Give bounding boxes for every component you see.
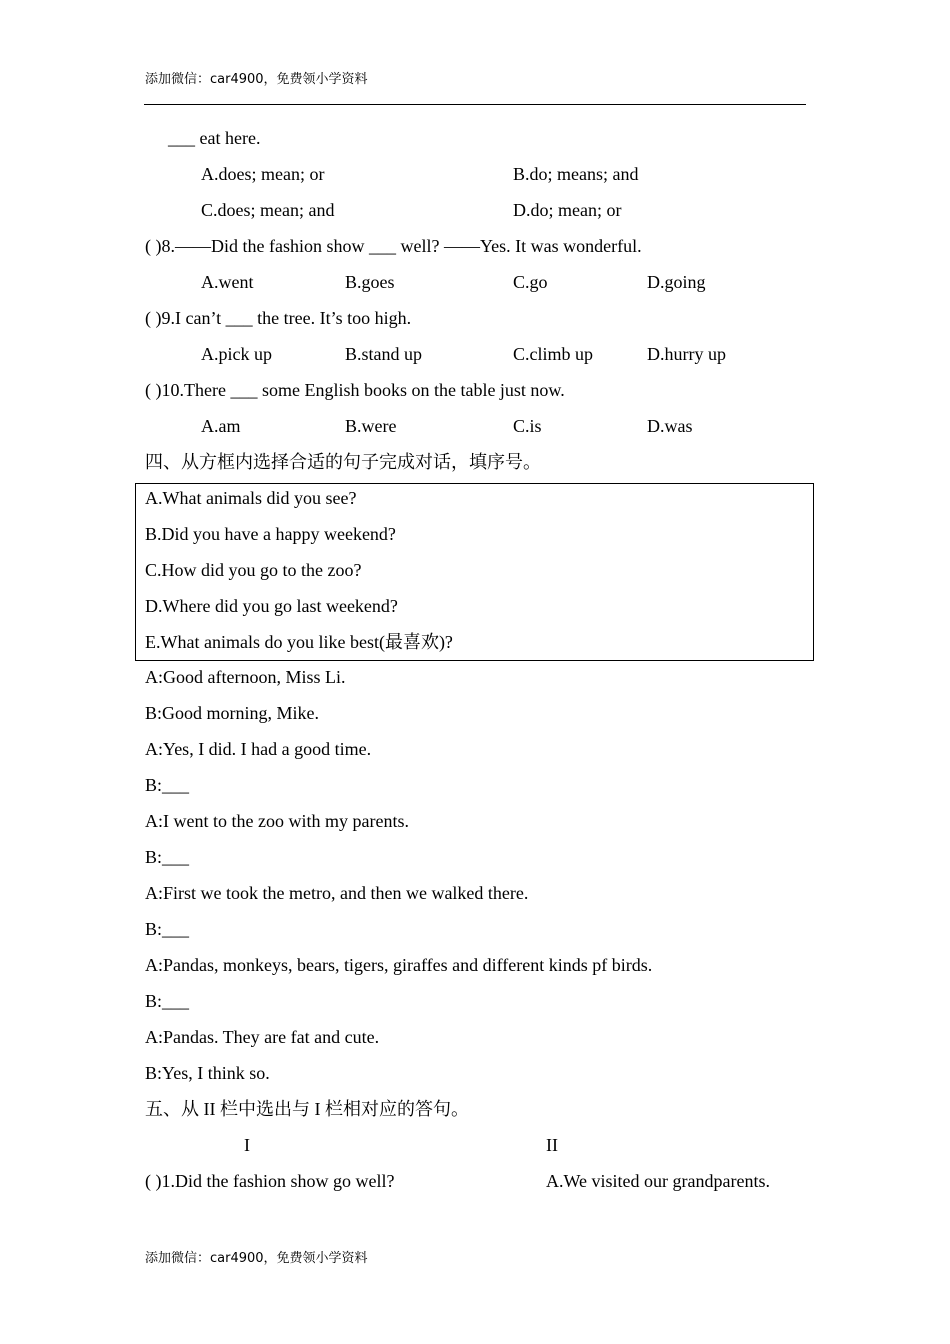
q9-stem: ( )9.I can’t ___ the tree. It’s too high. (145, 308, 412, 328)
column-ii-header: II (546, 1135, 558, 1155)
dialogue-line: A:Pandas. They are fat and cute. (145, 1027, 380, 1047)
page-footer: 添加微信：car4900，免费领小学资料 (145, 1251, 368, 1266)
q10-stem: ( )10.There ___ some English books on the table just now. (145, 380, 565, 400)
box-item-d: D.Where did you go last weekend? (145, 596, 398, 616)
q9-option-d: D.hurry up (647, 344, 726, 364)
dialogue-line: B:Yes, I think so. (145, 1063, 270, 1083)
q7-option-b: B.do; means; and (513, 164, 639, 184)
q8-stem: ( )8.——Did the fashion show ___ well? ——Yes. It was wonderful. (145, 236, 642, 256)
box-item-e: E.What animals do you like best(最喜欢)? (145, 632, 453, 652)
q9-option-a: A.pick up (201, 344, 272, 364)
q10-option-d: D.was (647, 416, 693, 436)
header-divider (144, 104, 806, 105)
box-item-b: B.Did you have a happy weekend? (145, 524, 396, 544)
page-header: 添加微信：car4900，免费领小学资料 (145, 72, 368, 87)
q7-stem-tail: ___ eat here. (168, 128, 261, 148)
box-item-a: A.What animals did you see? (145, 488, 357, 508)
q7-option-d: D.do; mean; or (513, 200, 622, 220)
section4-title: 四、从方框内选择合适的句子完成对话，填序号。 (145, 452, 541, 472)
dialogue-blank: B:___ (145, 775, 190, 795)
box-item-c: C.How did you go to the zoo? (145, 560, 362, 580)
q7-option-a: A.does; mean; or (201, 164, 325, 184)
dialogue-line: A:First we took the metro, and then we walked there. (145, 883, 529, 903)
match-answer-a: A.We visited our grandparents. (546, 1171, 770, 1191)
dialogue-line: A:Pandas, monkeys, bears, tigers, giraffes and different kinds pf birds. (145, 955, 653, 975)
q9-option-c: C.climb up (513, 344, 593, 364)
q8-option-b: B.goes (345, 272, 395, 292)
q8-option-c: C.go (513, 272, 548, 292)
q7-option-c: C.does; mean; and (201, 200, 335, 220)
q10-option-b: B.were (345, 416, 397, 436)
q8-option-d: D.going (647, 272, 706, 292)
dialogue-line: A:Yes, I did. I had a good time. (145, 739, 372, 759)
dialogue-blank: B:___ (145, 919, 190, 939)
dialogue-line: B:Good morning, Mike. (145, 703, 319, 723)
column-i-header: I (244, 1135, 250, 1155)
dialogue-blank: B:___ (145, 991, 190, 1011)
q9-option-b: B.stand up (345, 344, 423, 364)
q8-option-a: A.went (201, 272, 254, 292)
q10-option-a: A.am (201, 416, 241, 436)
section5-title: 五、从 II 栏中选出与 I 栏相对应的答句。 (145, 1099, 469, 1119)
dialogue-line: A:Good afternoon, Miss Li. (145, 667, 346, 687)
match-question-1: ( )1.Did the fashion show go well? (145, 1171, 395, 1191)
dialogue-blank: B:___ (145, 847, 190, 867)
dialogue-line: A:I went to the zoo with my parents. (145, 811, 409, 831)
q10-option-c: C.is (513, 416, 542, 436)
